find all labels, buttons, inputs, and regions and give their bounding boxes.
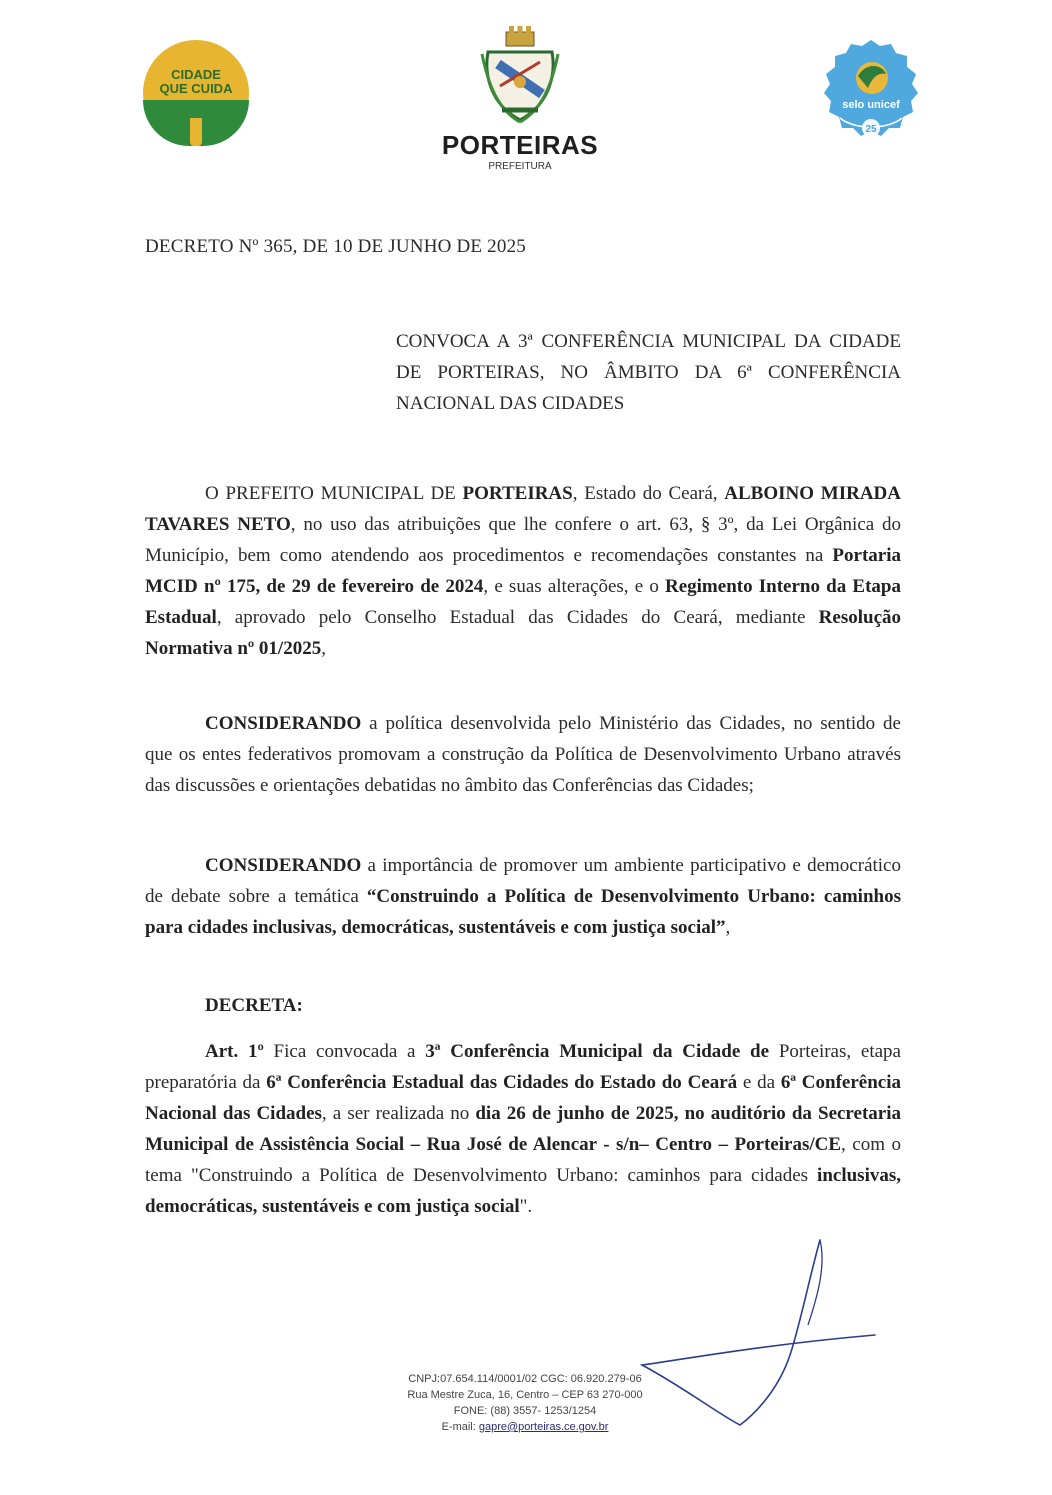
coat-of-arms-icon <box>480 24 560 124</box>
considering-paragraph-1: CONSIDERANDO a política desenvolvida pelo Ministério das Cidades, no sentido de que os entes federativos promovam a construção da Política de Desenvolvimento Urbano através das discussões e orientações debatidas no âmbito das Conferências das Cidades; <box>145 713 901 796</box>
decree-title: DECRETO Nº 365, DE 10 DE JUNHO DE 2025 <box>145 236 526 257</box>
porteiras-logo <box>440 24 600 174</box>
right-logo-text: selo unicef <box>842 99 900 111</box>
brand-name: PORTEIRAS <box>441 130 599 160</box>
brand-subtitle: PREFEITURA <box>488 161 552 172</box>
decree-summary: CONVOCA A 3ª CONFERÊNCIA MUNICIPAL DA CIDADE DE PORTEIRAS, NO ÂMBITO DA 6ª CONFERÊNCIA NACIONAL DAS CIDADES <box>396 331 901 414</box>
cidade-que-cuida-logo <box>143 40 249 146</box>
footer-email-link[interactable]: gapre@porteiras.ce.gov.br <box>478 1421 609 1433</box>
decreta-heading: DECRETA: <box>205 995 303 1016</box>
footer-address: Rua Mestre Zuca, 16, Centro – CEP 63 270-000 <box>407 1389 643 1401</box>
preamble-paragraph: O PREFEITO MUNICIPAL DE PORTEIRAS, Estado do Ceará, ALBOINO MIRADA TAVARES NETO, no uso das atribuições que lhe confere o art. 63, § 3º, da Lei Orgânica do Município, bem como atendendo aos procedimentos e recomendações constantes na Portaria MCID nº 175, de 29 de fevereiro de 2024, e suas alterações, e o Regimento Interno da Etapa Estadual, aprovado pelo Conselho Estadual das Cidades do Ceará, mediante Resolução Normativa nº 01/2025, <box>145 483 901 659</box>
left-logo-line2: QUE CUIDA <box>159 81 233 96</box>
article-1-paragraph: Art. 1º Fica convocada a 3ª Conferência Municipal da Cidade de Porteiras, etapa preparatória da 6ª Conferência Estadual das Cidades do Estado do Ceará e da 6ª Conferência Nacional das Cidades, a ser realizada no dia 26 de junho de 2025, no auditório da Secretaria Municipal de Assistência Social – Rua José de Alencar - s/n– Centro – Porteiras/CE, com o tema "Construindo a Política de Desenvolvimento Urbano: caminhos para cidades inclusivas, democráticas, sustentáveis e com justiça social". <box>145 1041 901 1217</box>
footer-phone: FONE: (88) 3557- 1253/1254 <box>453 1405 597 1417</box>
selo-unicef-logo <box>818 38 924 144</box>
right-logo-number: 25 <box>865 124 877 135</box>
footer-contact <box>360 1371 690 1435</box>
footer-email-label: E-mail: <box>441 1421 479 1433</box>
left-logo-line1: CIDADE <box>171 67 221 82</box>
footer-email-line <box>360 1419 690 1435</box>
footer-cnpj: CNPJ:07.654.114/0001/02 CGC: 06.920.279-06 <box>408 1373 642 1385</box>
considering-paragraph-2: CONSIDERANDO a importância de promover um ambiente participativo e democrático de debate sobre a temática “Construindo a Política de Desenvolvimento Urbano: caminhos para cidades inclusivas, democráticas, sustentáveis e com justiça social”, <box>145 855 901 938</box>
